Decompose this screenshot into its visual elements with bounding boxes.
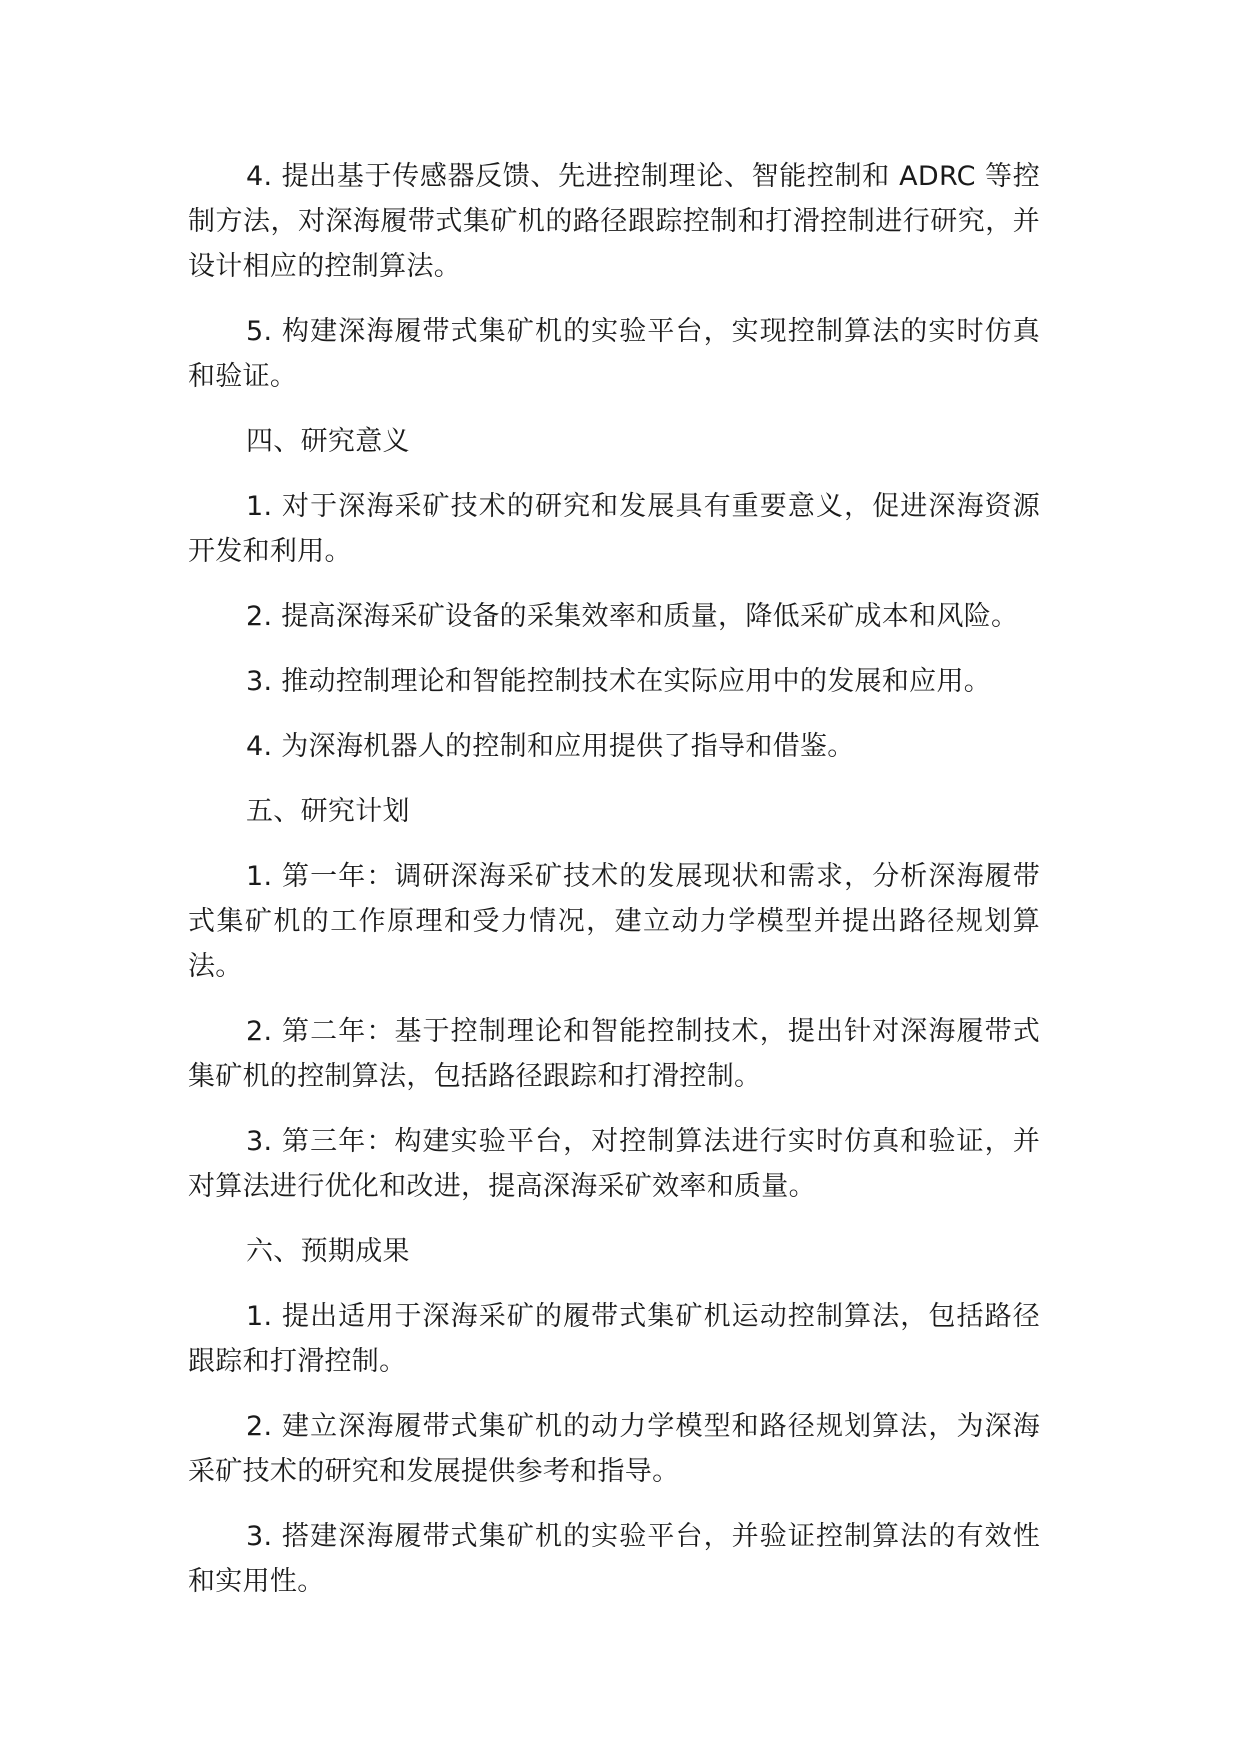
section-heading-plan: 五、研究计划 (246, 796, 410, 827)
paragraph-significance-4: 4. 为深海机器人的控制和应用提供了指导和借鉴。 (246, 731, 855, 762)
section-heading-significance: 四、研究意义 (246, 426, 410, 457)
paragraph-plan-year-1: 1. 第一年：调研深海采矿技术的发展现状和需求，分析深海履带式集矿机的工作原理和受力情况，建立动力学模型并提出路径规划算法。 (188, 861, 1040, 982)
paragraph-outcome-3: 3. 搭建深海履带式集矿机的实验平台，并验证控制算法的有效性和实用性。 (188, 1521, 1040, 1597)
paragraph-significance-2: 2. 提高深海采矿设备的采集效率和质量，降低采矿成本和风险。 (246, 601, 1019, 632)
paragraph-outcome-1: 1. 提出适用于深海采矿的履带式集矿机运动控制算法，包括路径跟踪和打滑控制。 (188, 1301, 1040, 1377)
section-heading-outcomes: 六、预期成果 (246, 1236, 410, 1267)
paragraph-outcome-2: 2. 建立深海履带式集矿机的动力学模型和路径规划算法，为深海采矿技术的研究和发展提供参考和指导。 (188, 1411, 1040, 1487)
paragraph-plan-year-3: 3. 第三年：构建实验平台，对控制算法进行实时仿真和验证，并对算法进行优化和改进，提高深海采矿效率和质量。 (188, 1126, 1040, 1202)
paragraph-item-4-methods: 4. 提出基于传感器反馈、先进控制理论、智能控制和 ADRC 等控制方法，对深海履带式集矿机的路径跟踪控制和打滑控制进行研究，并设计相应的控制算法。 (188, 161, 1040, 282)
paragraph-significance-1: 1. 对于深海采矿技术的研究和发展具有重要意义，促进深海资源开发和利用。 (188, 491, 1040, 567)
paragraph-item-5-platform: 5. 构建深海履带式集矿机的实验平台，实现控制算法的实时仿真和验证。 (188, 316, 1040, 392)
paragraph-plan-year-2: 2. 第二年：基于控制理论和智能控制技术，提出针对深海履带式集矿机的控制算法，包括路径跟踪和打滑控制。 (188, 1016, 1040, 1092)
document-body (188, 154, 1040, 1624)
paragraph-significance-3: 3. 推动控制理论和智能控制技术在实际应用中的发展和应用。 (246, 666, 992, 697)
